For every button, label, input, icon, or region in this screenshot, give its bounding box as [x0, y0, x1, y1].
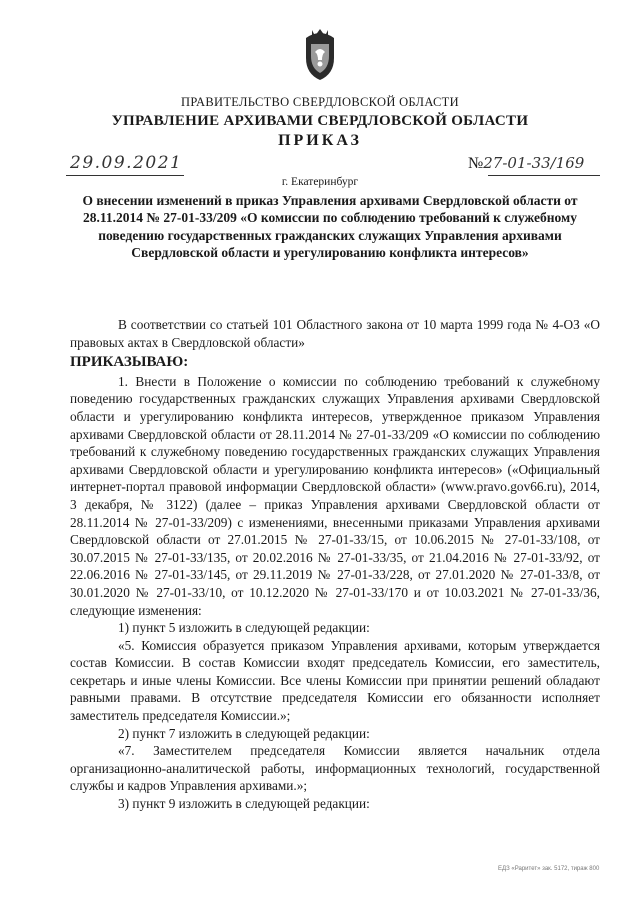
- department-name: УПРАВЛЕНИЕ АРХИВАМИ СВЕРДЛОВСКОЙ ОБЛАСТИ: [111, 113, 529, 129]
- paragraph-2: 1) пункт 5 изложить в следующей редакции:: [118, 620, 370, 636]
- document-type: ПРИКАЗ: [278, 132, 362, 149]
- paragraph-4: 2) пункт 7 изложить в следующей редакции:: [118, 725, 370, 741]
- number-sign: №: [468, 155, 484, 172]
- paragraph-1: 1. Внести в Положение о комиссии по соблюдению требований к служебному поведению государственных гражданских служащих Управления архивами Свердловской области и урегулированию конфликта интересов, утвержденное приказом Управления архивами Свердловской области от 28.11.2014 № 27-01-33/209 «О комиссии по соблюдению требований к служебному поведению государственных гражданских служащих Управления архивами Свердловской области и урегулированию конфликта интересов» («Официальный интернет-портал правовой информации Свердловской области» (www.pravo.gov66.ru), 2014, 3 декабря, № 3122) (далее – приказ Управления архивами Свердловской области от 28.11.2014 № 27-01-33/209) с изменениями, внесенными приказами Управления архивами Свердловской области от 27.01.2015 № 27-01-33/15, от 10.06.2015 № 27-01-33/108, от 30.07.2015 № 27-01-33/135, от 20.02.2016 № 27-01-33/35, от 21.04.2016 № 27-01-33/92, от 22.06.2016 № 27-01-33/145, от 29.11.2019 № 27-01-33/228, от 27.01.2020 № 27-01-33/8, от 30.01.2020 № 27-01-33/10, от 10.12.2020 № 27-01-33/170 и от 10.03.2021 № 27-01-33/36, следующие изменения:: [70, 373, 600, 618]
- paragraph-5: «7. Заместителем председателя Комиссии является начальник отдела организационно-аналитической работы, информационных технологий, государственной службы и кадров Управления архивами.»;: [70, 743, 600, 794]
- coat-of-arms-icon: [300, 24, 340, 82]
- order-subject: О внесении изменений в приказ Управления архивами Свердловской области от 28.11.2014 № 27-01-33/209 «О комиссии по соблюдению требований к служебному поведению государственных гражданских служащих Управления архивами Свердловской области и урегулированию конфликта интересов»: [82, 193, 578, 261]
- order-body: [70, 316, 600, 813]
- intro-paragraph: В соответствии со статьей 101 Областного закона от 10 марта 1999 года № 4-ОЗ «О правовых актах в Свердловской области»: [70, 317, 600, 350]
- city: г. Екатеринбург: [281, 176, 359, 188]
- government-name: ПРАВИТЕЛЬСТВО СВЕРДЛОВСКОЙ ОБЛАСТИ: [181, 95, 459, 109]
- order-number: [468, 153, 584, 173]
- directive-heading: ПРИКАЗЫВАЮ:: [70, 354, 189, 371]
- paragraph-6: 3) пункт 9 изложить в следующей редакции:: [118, 796, 370, 812]
- print-mark: ЕДЗ «Раритет» зак. 5172, тираж 800: [498, 866, 600, 872]
- number-value: 27-01-33/169: [483, 154, 585, 172]
- order-date: 29.09.2021: [70, 153, 183, 173]
- paragraph-3: «5. Комиссия образуется приказом Управления архивами, которым утверждается состав Комиссии. В состав Комиссии входят председатель Комиссии, его заместитель, секретарь и иные члены Комиссии. Все члены Комиссии при принятии решений обладают равными правами. В отсутствие председателя Комиссии его обязанности исполняет заместитель председателя Комиссии.»;: [70, 637, 600, 724]
